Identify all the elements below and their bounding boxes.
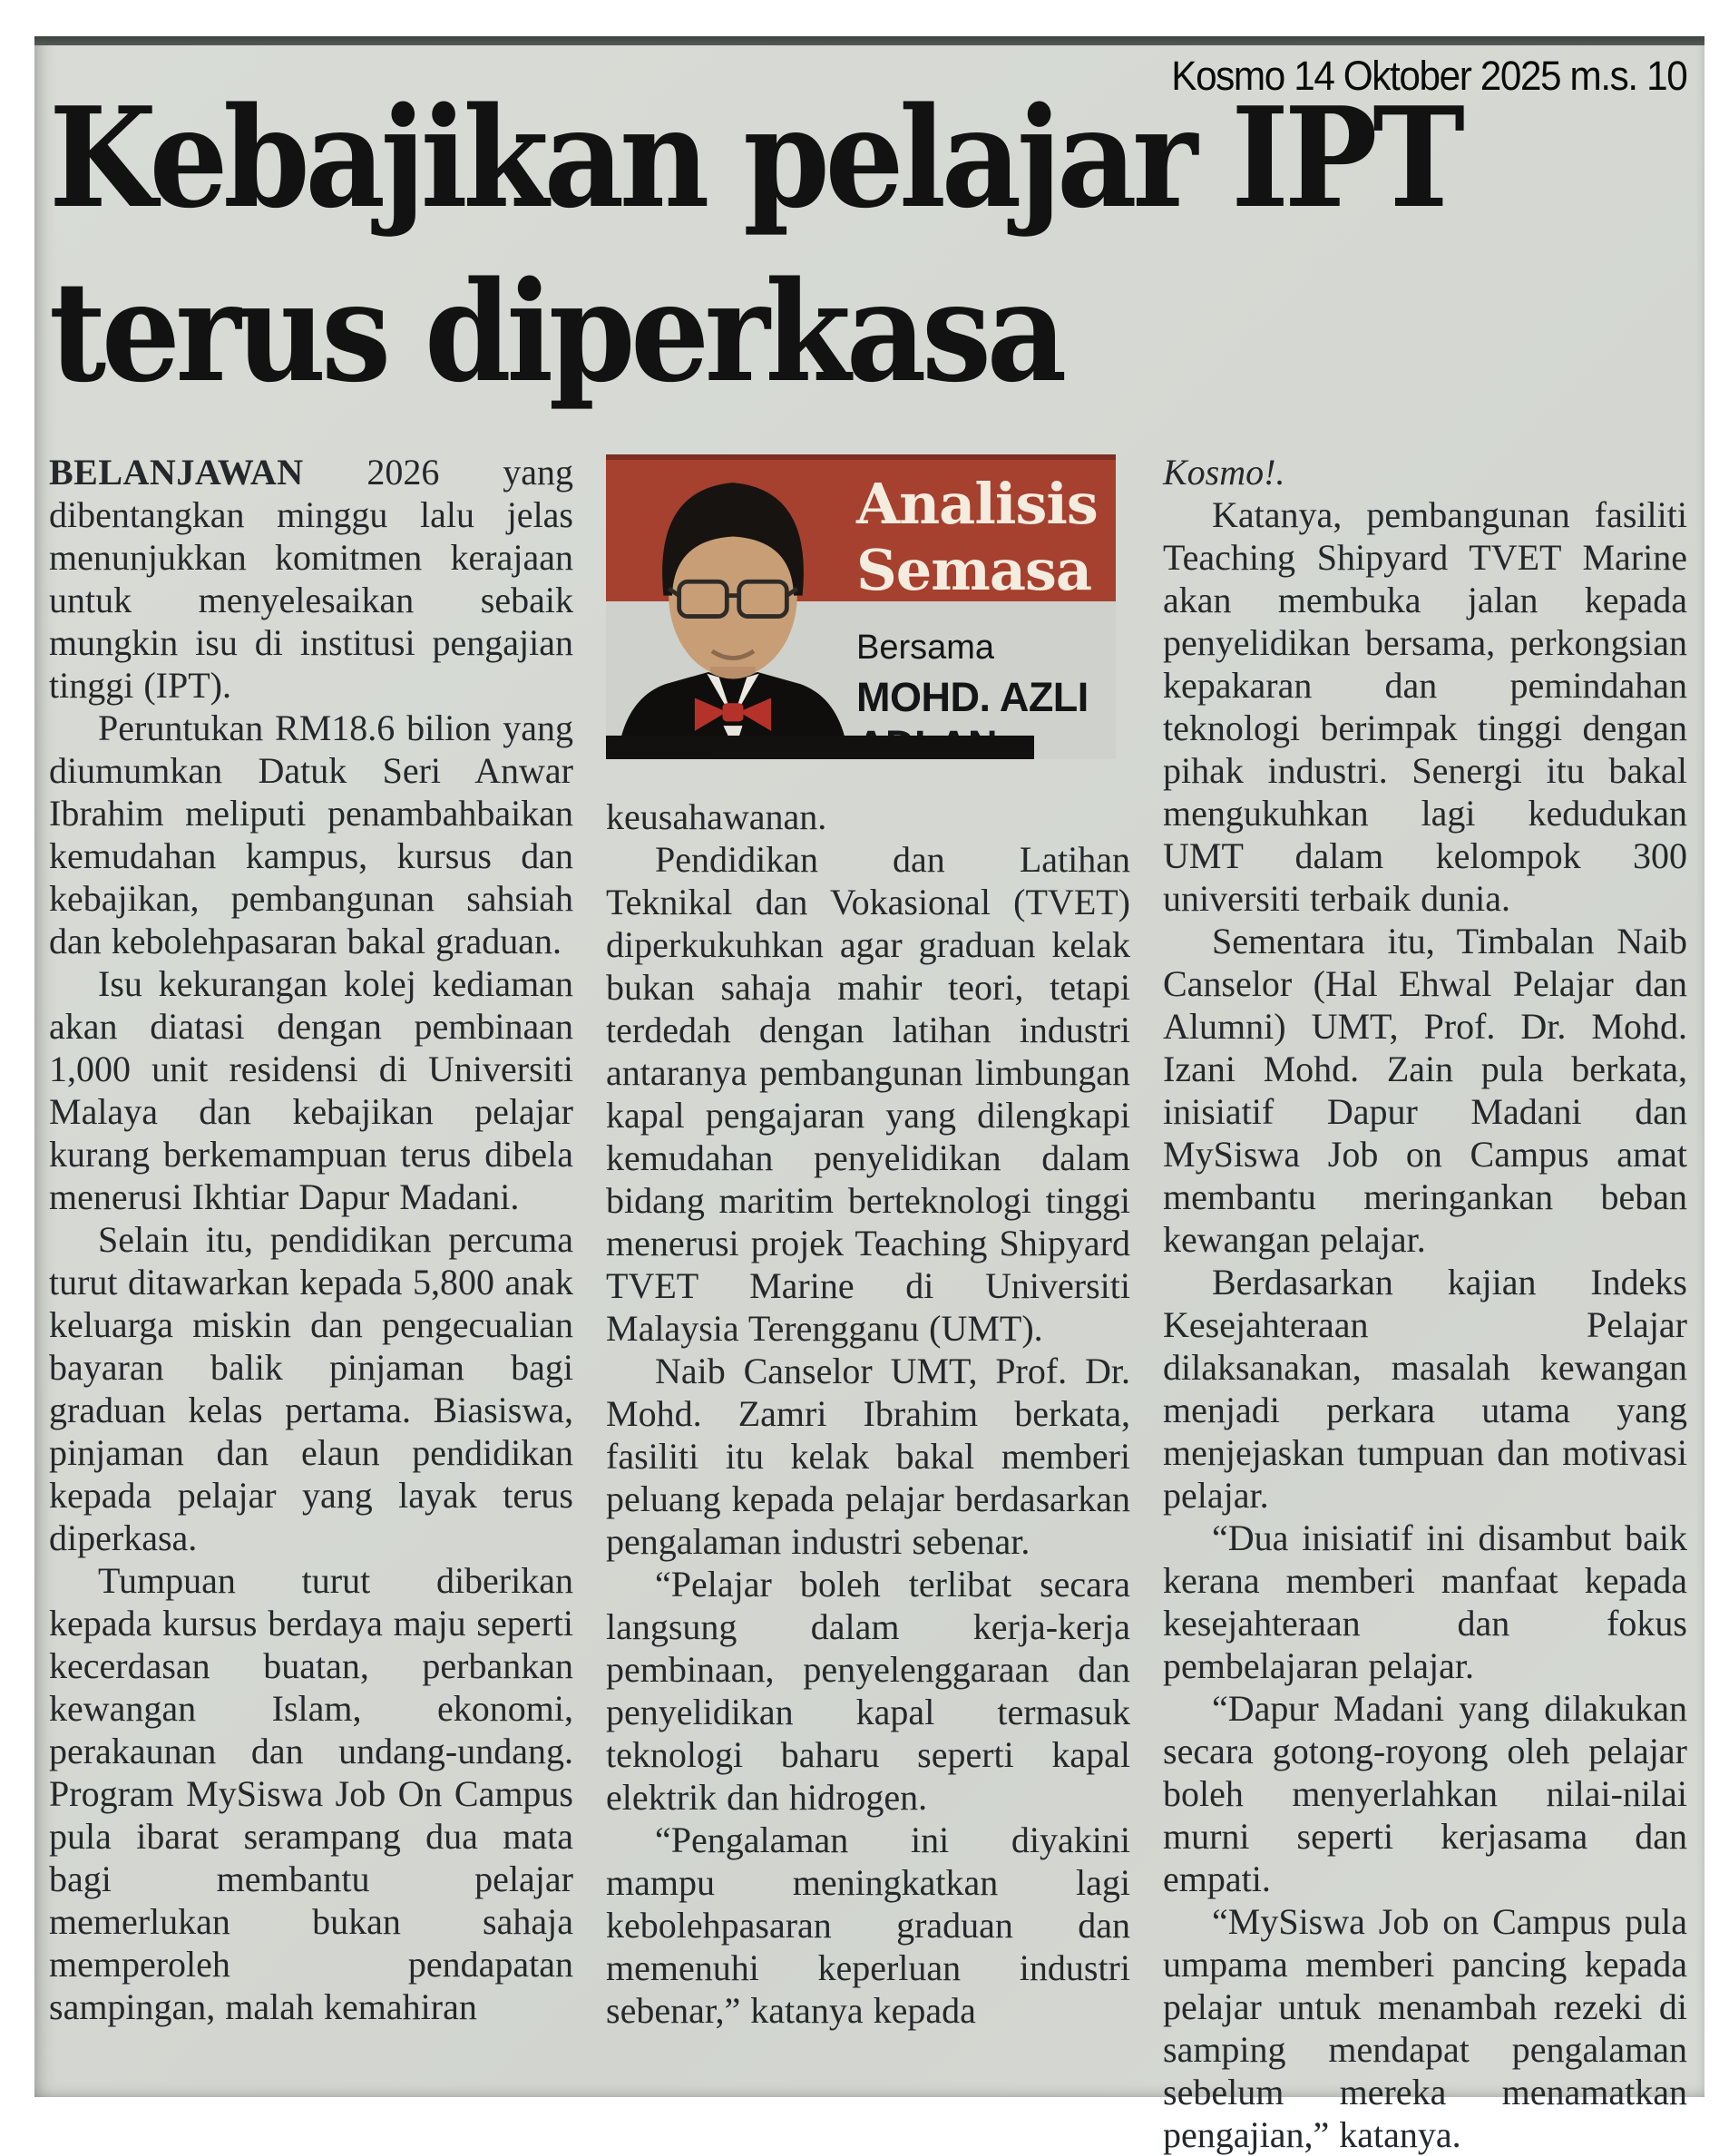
column-1	[49, 451, 573, 2028]
author-photo	[611, 462, 855, 754]
paragraph: “MySiswa Job on Campus pula umpama memberi pancing kepada pelajar untuk menambah rezeki di samping mendapat pengalaman sebelum mereka menamatkan pengajian,” katanya.	[1163, 1901, 1687, 2155]
paragraph: Tumpuan turut diberikan kepada kursus berdaya maju seperti kecerdasan buatan, perbankan kewangan Islam, ekonomi, perakaunan dan undang-undang. Program MySiswa Job On Campus pula ibarat serampang dua mata bagi membantu pelajar memerlukan bukan sahaja memperoleh pendapatan sampingan, malah kemahiran	[49, 1560, 573, 2027]
byline-name-line-1: MOHD. AZLI	[856, 674, 1089, 720]
paragraph: Pendidikan dan Latihan Teknikal dan Vokasional (TVET) diperkukuhkan agar graduan kelak bukan sahaja mahir teori, tetapi terdedah dengan latihan industri antaranya pembangunan limbungan kapal pengajaran yang dilengkapi kemudahan penyelidikan dalam bidang maritim berteknologi tinggi menerusi projek Teaching Shipyard TVET Marine di Universiti Malaysia Terengganu (UMT).	[606, 839, 1130, 1349]
paragraph: keusahawanan.	[606, 796, 827, 837]
column-3	[1163, 451, 1687, 2156]
paragraph: “Pelajar boleh terlibat secara langsung dalam kerja-kerja pembinaan, penyelenggaraan dan penyelidikan kapal termasuk teknologi baharu seperti kapal elektrik dan hidrogen.	[606, 1564, 1130, 1818]
paragraph: Katanya, pembangunan fasiliti Teaching Shipyard TVET Marine akan membuka jalan kepada penyelidikan bersama, perkongsian kepakaran dan pemindahan teknologi berimpak tinggi dengan pihak industri. Senergi itu bakal mengukuhkan lagi kedudukan UMT dalam kelompok 300 universiti terbaik dunia.	[1163, 494, 1687, 919]
column-2	[606, 451, 1130, 2032]
headline-line-1: Kebajikan pelajar IPT	[49, 76, 1460, 239]
paragraph: Kosmo!.	[1163, 452, 1285, 493]
analysis-semasa-box	[606, 454, 1116, 759]
article-headline	[49, 71, 1460, 419]
byline-prefix: Bersama	[856, 629, 995, 667]
paragraph: “Pengalaman ini diyakini mampu meningkatkan lagi kebolehpasaran graduan dan memenuhi keperluan industri sebenar,” katanya kepada	[606, 1819, 1130, 2031]
paragraph: Sementara itu, Timbalan Naib Canselor (Hal Ehwal Pelajar dan Alumni) UMT, Prof. Dr. Mohd. Izani Mohd. Zain pula berkata, inisiatif Dapur Madani dan MySiswa Job on Campus amat membantu meringankan beban kewangan pelajar.	[1163, 921, 1687, 1260]
newspaper-clipping	[34, 36, 1704, 2155]
lead-word: BELANJAWAN	[49, 452, 304, 493]
paragraph: Berdasarkan kajian Indeks Kesejahteraan Pelajar dilaksanakan, masalah kewangan menjadi perkara utama yang menjejaskan tumpuan dan motivasi pelajar.	[1163, 1262, 1687, 1516]
analysis-title	[856, 471, 1098, 603]
headline-line-2: terus diperkasa	[49, 250, 1062, 413]
paragraph: Selain itu, pendidikan percuma turut ditawarkan kepada 5,800 anak keluarga miskin dan pengecualian bayaran balik pinjaman bagi graduan kelas pertama. Biasiswa, pinjaman dan elaun pendidikan kepada pelajar yang layak terus diperkasa.	[49, 1219, 573, 1558]
paragraph-text: 2026 yang dibentangkan minggu lalu jelas menunjukkan komitmen kerajaan untuk menyelesaikan sebaik mungkin isu di institusi pengajian tinggi (IPT).	[49, 452, 573, 706]
paragraph: Peruntukan RM18.6 bilion yang diumumkan Datuk Seri Anwar Ibrahim meliputi penambahbaikan kemudahan kampus, kursus dan kebajikan, pembangunan sahsiah dan kebolehpasaran bakal graduan.	[49, 707, 573, 961]
article-columns	[49, 451, 1687, 2156]
page-top-rule	[34, 36, 1704, 45]
analysis-title-line-2: Semasa	[856, 537, 1092, 603]
paragraph: “Dapur Madani yang dilakukan secara gotong-royong oleh pelajar boleh menyerlahkan nilai-nilai murni seperti kerjasama dan empati.	[1163, 1688, 1687, 1899]
analysis-title-line-1: Analisis	[856, 471, 1098, 537]
photo-bottom-bar	[606, 736, 1034, 759]
source-line: Kosmo 14 Oktober 2025 m.s. 10	[1170, 53, 1686, 99]
paragraph: Isu kekurangan kolej kediaman akan diatasi dengan pembinaan 1,000 unit residensi di Universiti Malaya dan kebajikan pelajar kurang berkemampuan terus dibela menerusi Ikhtiar Dapur Madani.	[49, 963, 573, 1217]
paragraph	[49, 451, 573, 707]
paragraph: “Dua inisiatif ini disambut baik kerana memberi manfaat kepada kesejahteraan dan fokus pembelajaran pelajar.	[1163, 1517, 1687, 1686]
paragraph: Naib Canselor UMT, Prof. Dr. Mohd. Zamri Ibrahim berkata, fasiliti itu kelak bakal memberi peluang kepada pelajar berdasarkan pengalaman industri sebenar.	[606, 1351, 1130, 1562]
